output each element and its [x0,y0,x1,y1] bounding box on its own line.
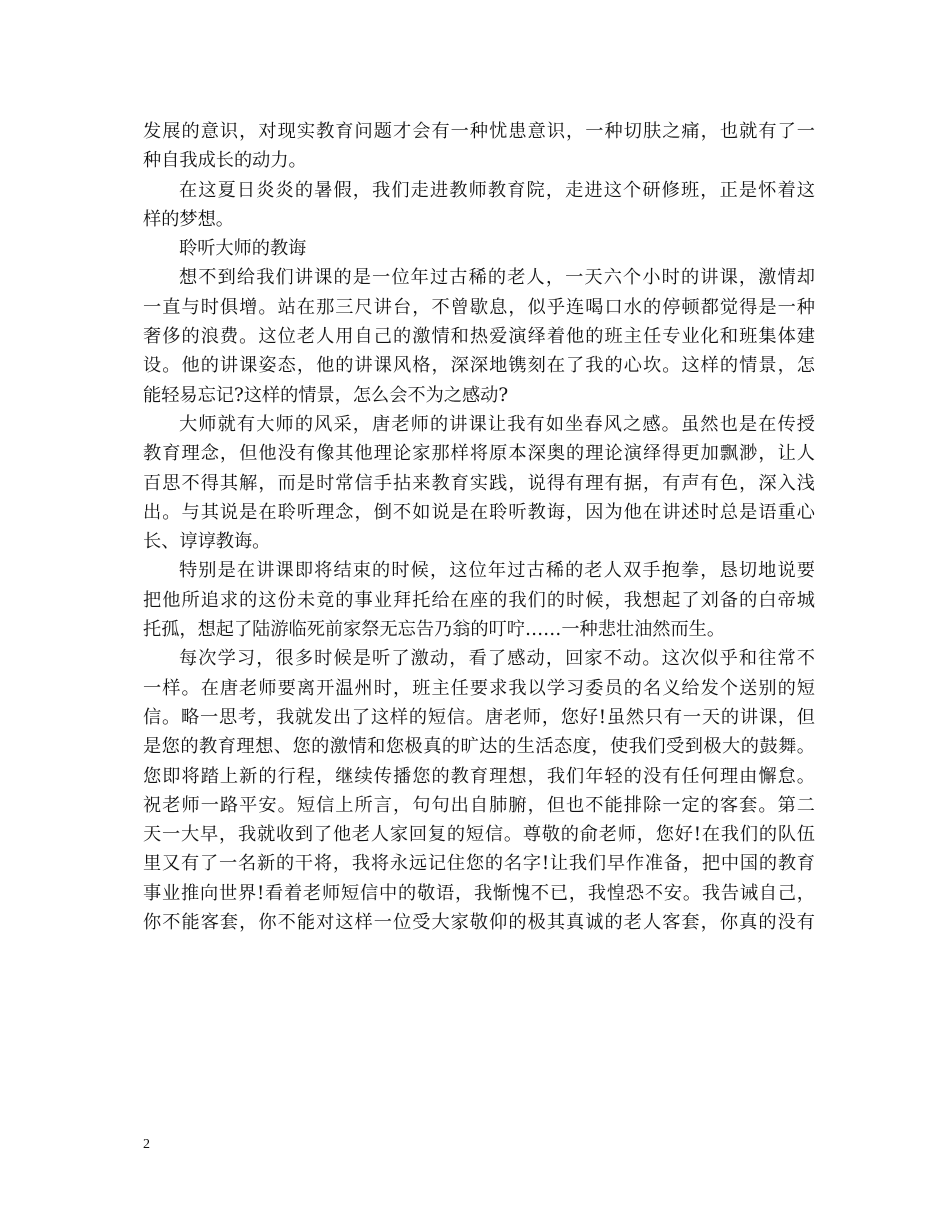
page-number: 2 [143,1137,150,1152]
text-line: 天一大早，我就收到了他老人家回复的短信。尊敬的俞老师，您好!在我们的队伍 [143,824,815,846]
text-line: 一直与时俱增。站在那三尺讲台，不曾歇息，似乎连喝口水的停顿都觉得是一种 [143,296,815,318]
text-line: 种自我成长的动力。 [143,150,307,172]
text-line: 一样。在唐老师要离开温州时，班主任要求我以学习委员的名义给发个送别的短 [143,677,815,699]
text-line: 样的梦想。 [143,208,234,230]
text-line: 托孤，想起了陆游临死前家祭无忘告乃翁的叮咛……一种悲壮油然而生。 [143,619,726,641]
text-line: 事业推向世界!看着老师短信中的敬语，我惭愧不已，我惶恐不安。我告诫自己， [143,882,815,904]
text-line: 百思不得其解，而是时常信手拈来教育实践，说得有理有据，有声有色，深入浅 [143,472,815,494]
text-line: 您即将踏上新的行程，继续传播您的教育理想，我们年轻的没有任何理由懈怠。 [143,765,815,787]
body-text [143,117,815,937]
text-line: 你不能客套，你不能对这样一位受大家敬仰的极其真诚的老人客套，你真的没有 [143,912,815,934]
text-line: 聆听大师的教诲 [179,238,307,260]
text-line: 设。他的讲课姿态，他的讲课风格，深深地镌刻在了我的心坎。这样的情景，怎 [143,355,815,377]
text-line: 大师就有大师的风采，唐老师的讲课让我有如坐春风之感。虽然也是在传授 [179,413,815,435]
text-line: 每次学习，很多时候是听了激动，看了感动，回家不动。这次似乎和往常不 [179,648,815,670]
text-line: 发展的意识，对现实教育问题才会有一种忧患意识，一种切肤之痛，也就有了一 [143,121,815,142]
text-line: 能轻易忘记?这样的情景，怎么会不为之感动? [143,384,509,406]
text-line: 想不到给我们讲课的是一位年过古稀的老人，一天六个小时的讲课，激情却 [179,267,815,289]
text-line: 在这夏日炎炎的暑假，我们走进教师教育院，走进这个研修班，正是怀着这 [179,179,815,201]
text-line: 出。与其说是在聆听理念，倒不如说是在聆听教诲，因为他在讲述时总是语重心 [143,501,815,523]
text-line: 祝老师一路平安。短信上所言，句句出自肺腑，但也不能排除一定的客套。第二 [143,794,815,816]
text-line: 长、谆谆教诲。 [143,531,271,553]
text-line: 特别是在讲课即将结束的时候，这位年过古稀的老人双手抱拳，恳切地说要 [179,560,815,582]
text-line: 把他所追求的这份未竟的事业拜托给在座的我们的时候，我想起了刘备的白帝城 [143,589,815,611]
text-line: 信。略一思考，我就发出了这样的短信。唐老师，您好!虽然只有一天的讲课，但 [143,706,815,728]
text-line: 里又有了一名新的干将，我将永远记住您的名字!让我们早作准备，把中国的教育 [143,853,815,875]
text-line: 是您的教育理想、您的激情和您极真的旷达的生活态度，使我们受到极大的鼓舞。 [143,736,815,758]
text-line: 教育理念，但他没有像其他理论家那样将原本深奥的理论演绎得更加飘渺，让人 [143,443,815,465]
text-line: 奢侈的浪费。这位老人用自己的激情和热爱演绎着他的班主任专业化和班集体建 [143,326,815,348]
